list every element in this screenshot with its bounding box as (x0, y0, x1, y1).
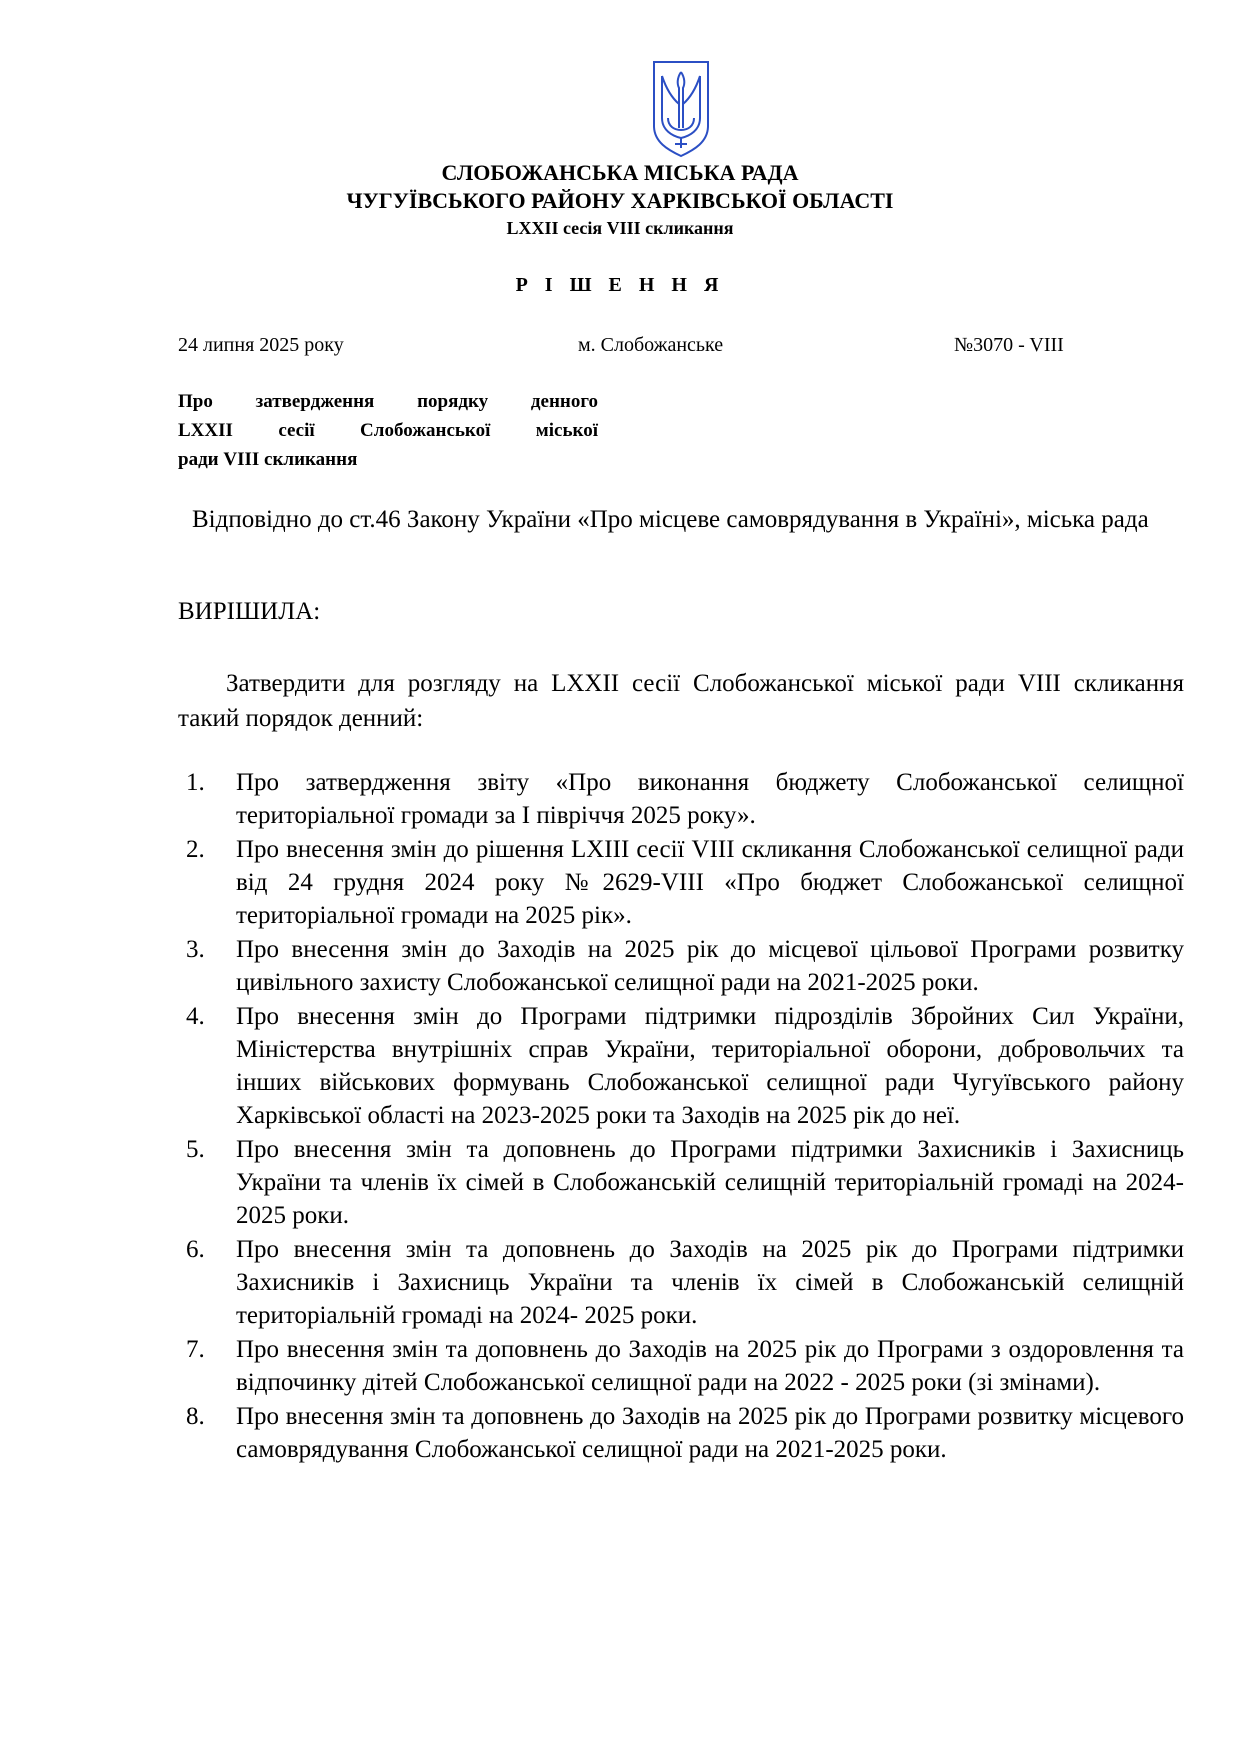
ukraine-trident-icon (646, 58, 716, 160)
council-name: СЛОБОЖАНСЬКА МІСЬКА РАДА (441, 160, 799, 185)
agenda-item (178, 1000, 1184, 1132)
agenda-item-number: 8. (186, 1403, 205, 1430)
decision-number: №3070 - VIII (954, 334, 1064, 356)
agenda-item (178, 1233, 1184, 1332)
agenda-item (178, 766, 1184, 832)
agenda-item-text: Про внесення змін та доповнень до Заходів на 2025 рік до Програми підтримки Захисників і Захисниць України та членів їх сімей в Слобожанській селищній територіальній громаді на 2024- 2025 роки. (236, 1236, 1184, 1329)
agenda-item-number: 2. (186, 836, 205, 863)
agenda-item-number: 3. (186, 936, 205, 963)
decision-subject (178, 387, 598, 474)
agenda-item-number: 1. (186, 769, 205, 796)
approve-text: Затвердити для розгляду на LXXII сесії Слобожанської міської ради VIII скликання такий порядок денний: (178, 670, 1184, 732)
agenda-item-number: 5. (186, 1136, 205, 1163)
subject-line: Про затвердження порядку денного (178, 391, 598, 412)
agenda-list (178, 766, 1184, 1467)
document-type: Р І Ш Е Н Н Я (515, 274, 725, 296)
council-region: ЧУГУЇВСЬКОГО РАЙОНУ ХАРКІВСЬКОЇ ОБЛАСТІ (346, 188, 894, 213)
agenda-item-text: Про внесення змін до Заходів на 2025 рік до місцевої цільової Програми розвитку цивільного захисту Слобожанської селищної ради на 2021-2025 роки. (236, 936, 1184, 996)
agenda-item-text: Про внесення змін та доповнень до Заходів на 2025 рік до Програми розвитку місцевого самоврядування Слобожанської селищної ради на 2021-2025 роки. (236, 1403, 1184, 1463)
agenda-item-number: 6. (186, 1236, 205, 1263)
decision-date: 24 липня 2025 року (178, 334, 344, 356)
agenda-item-text: Про внесення змін та доповнень до Заходів на 2025 рік до Програми з оздоровлення та відпочинку дітей Слобожанської селищної ради на 2022 - 2025 роки (зі змінами). (236, 1336, 1184, 1396)
agenda-item-text: Про внесення змін до Програми підтримки підрозділів Збройних Сил України, Міністерства внутрішніх справ України, територіальної оборони, добровольчих та інших військових формувань Слобожанської селищної ради Чугуївського району Харківської області на 2023-2025 роки та Заходів на 2025 рік до неї. (236, 1003, 1184, 1129)
agenda-item (178, 833, 1184, 932)
agenda-item-number: 4. (186, 1003, 205, 1030)
agenda-item-text: Про внесення змін та доповнень до Програми підтримки Захисників і Захисниць України та членів їх сімей в Слобожанській селищній територіальній громаді на 2024- 2025 роки. (236, 1136, 1184, 1229)
subject-line: ради VIII скликання (178, 449, 358, 470)
agenda-item (178, 933, 1184, 999)
session-label: LXXII сесія VIII скликання (506, 218, 734, 238)
subject-line: LXXII сесії Слобожанської міської (178, 420, 598, 441)
preamble-text: Відповідно до ст.46 Закону України «Про місцеве самоврядування в Україні», міська рада (192, 506, 1149, 533)
agenda-item-text: Про внесення змін до рішення LXIII сесії VIII скликання Слобожанської селищної ради від 24 грудня 2024 року №2629-VIII «Про бюджет Слобожанської селищної територіальної громади на 2025 рік». (236, 836, 1184, 929)
agenda-item-text: Про затвердження звіту «Про виконання бюджету Слобожанської селищної територіальної громади за І півріччя 2025 року». (236, 769, 1184, 829)
agenda-item (178, 1400, 1184, 1466)
resolved-heading: ВИРІШИЛА: (178, 598, 321, 625)
agenda-item-number: 7. (186, 1336, 205, 1363)
agenda-item (178, 1333, 1184, 1399)
agenda-item (178, 1133, 1184, 1232)
decision-city: м. Слобожанське (578, 334, 724, 356)
